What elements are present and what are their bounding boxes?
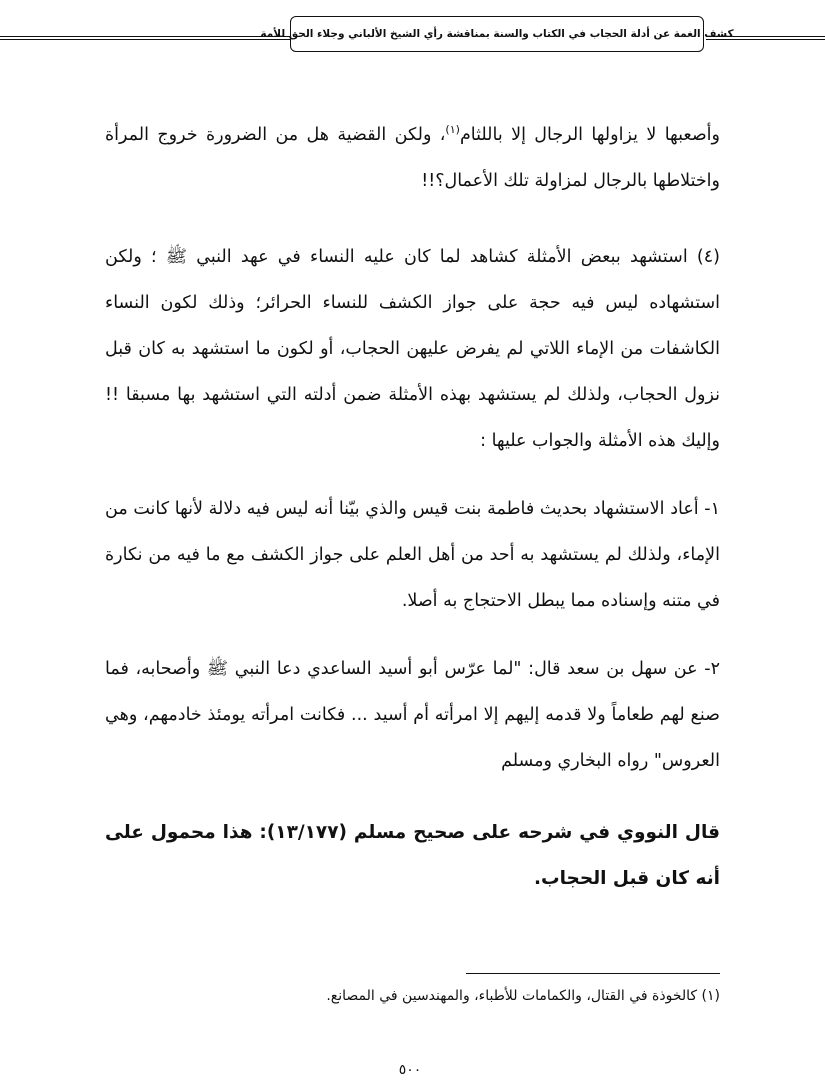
header-rule-left [0,36,290,40]
paragraph-1-text-a: وأصعبها لا يزاولها الرجال إلا باللثام [459,125,720,145]
paragraph-1-text-b: ، ولكن القضية هل من الضرورة خروج المرأة واختلاطها بالرجال لمزاولة تلك الأعمال؟!! [105,125,720,191]
page-body [105,112,720,902]
page-number: ٥٠٠ [398,1062,422,1078]
paragraph-5: قال النووي في شرحه على صحيح مسلم (١٣/١٧٧): هذا محمول على أنه كان قبل الحجاب. [105,822,721,889]
running-header [260,16,734,52]
paragraph-3: ١- أعاد الاستشهاد بحديث فاطمة بنت قيس والذي بيّنا أنه ليس فيه دلالة لأنها كانت من الإماء، ولذلك لم يستشهد به أحد من أهل العلم على جواز الكشف مع ما فيه من نكارة في متنه وإسناده مما يبطل الاحتجاج به أصلا. [105,499,720,611]
footnote: (١) كالخوذة في القتال، والكمامات للأطباء، والمهندسين في المصانع. [326,988,720,1004]
paragraph-1 [105,112,720,204]
paragraph-4: ٢- عن سهل بن سعد قال: "لما عرّس أبو أسيد الساعدي دعا النبي ﷺ وأصحابه، فما صنع لهم طعاماً ولا قدمه إليهم إلا امرأته أم أسيد ... فكانت امرأته يومئذ خادمهم، وهي العروس" رواه البخاري ومسلم [105,659,720,771]
running-header-title: كشف الغمة عن أدلة الحجاب في الكتاب والسنة بمناقشة رأي الشيخ الألباني وجلاء الحق للأمة [260,28,734,40]
footnote-ref-1: (١) [445,123,460,137]
footnote-separator [466,973,720,974]
paragraph-2: (٤) استشهد ببعض الأمثلة كشاهد لما كان عليه النساء في عهد النبي ﷺ ؛ ولكن استشهاده ليس فيه حجة على جواز الكشف للنساء الحرائر؛ وذلك لكون النساء الكاشفات من الإماء اللاتي لم يفرض عليهن الحجاب، أو لكون ما استشهد به كان قبل نزول الحجاب، ولذلك لم يستشهد بهذه الأمثلة ضمن أدلته التي استشهد بها مسبقا !! وإليك هذه الأمثلة والجواب عليها : [105,247,720,451]
